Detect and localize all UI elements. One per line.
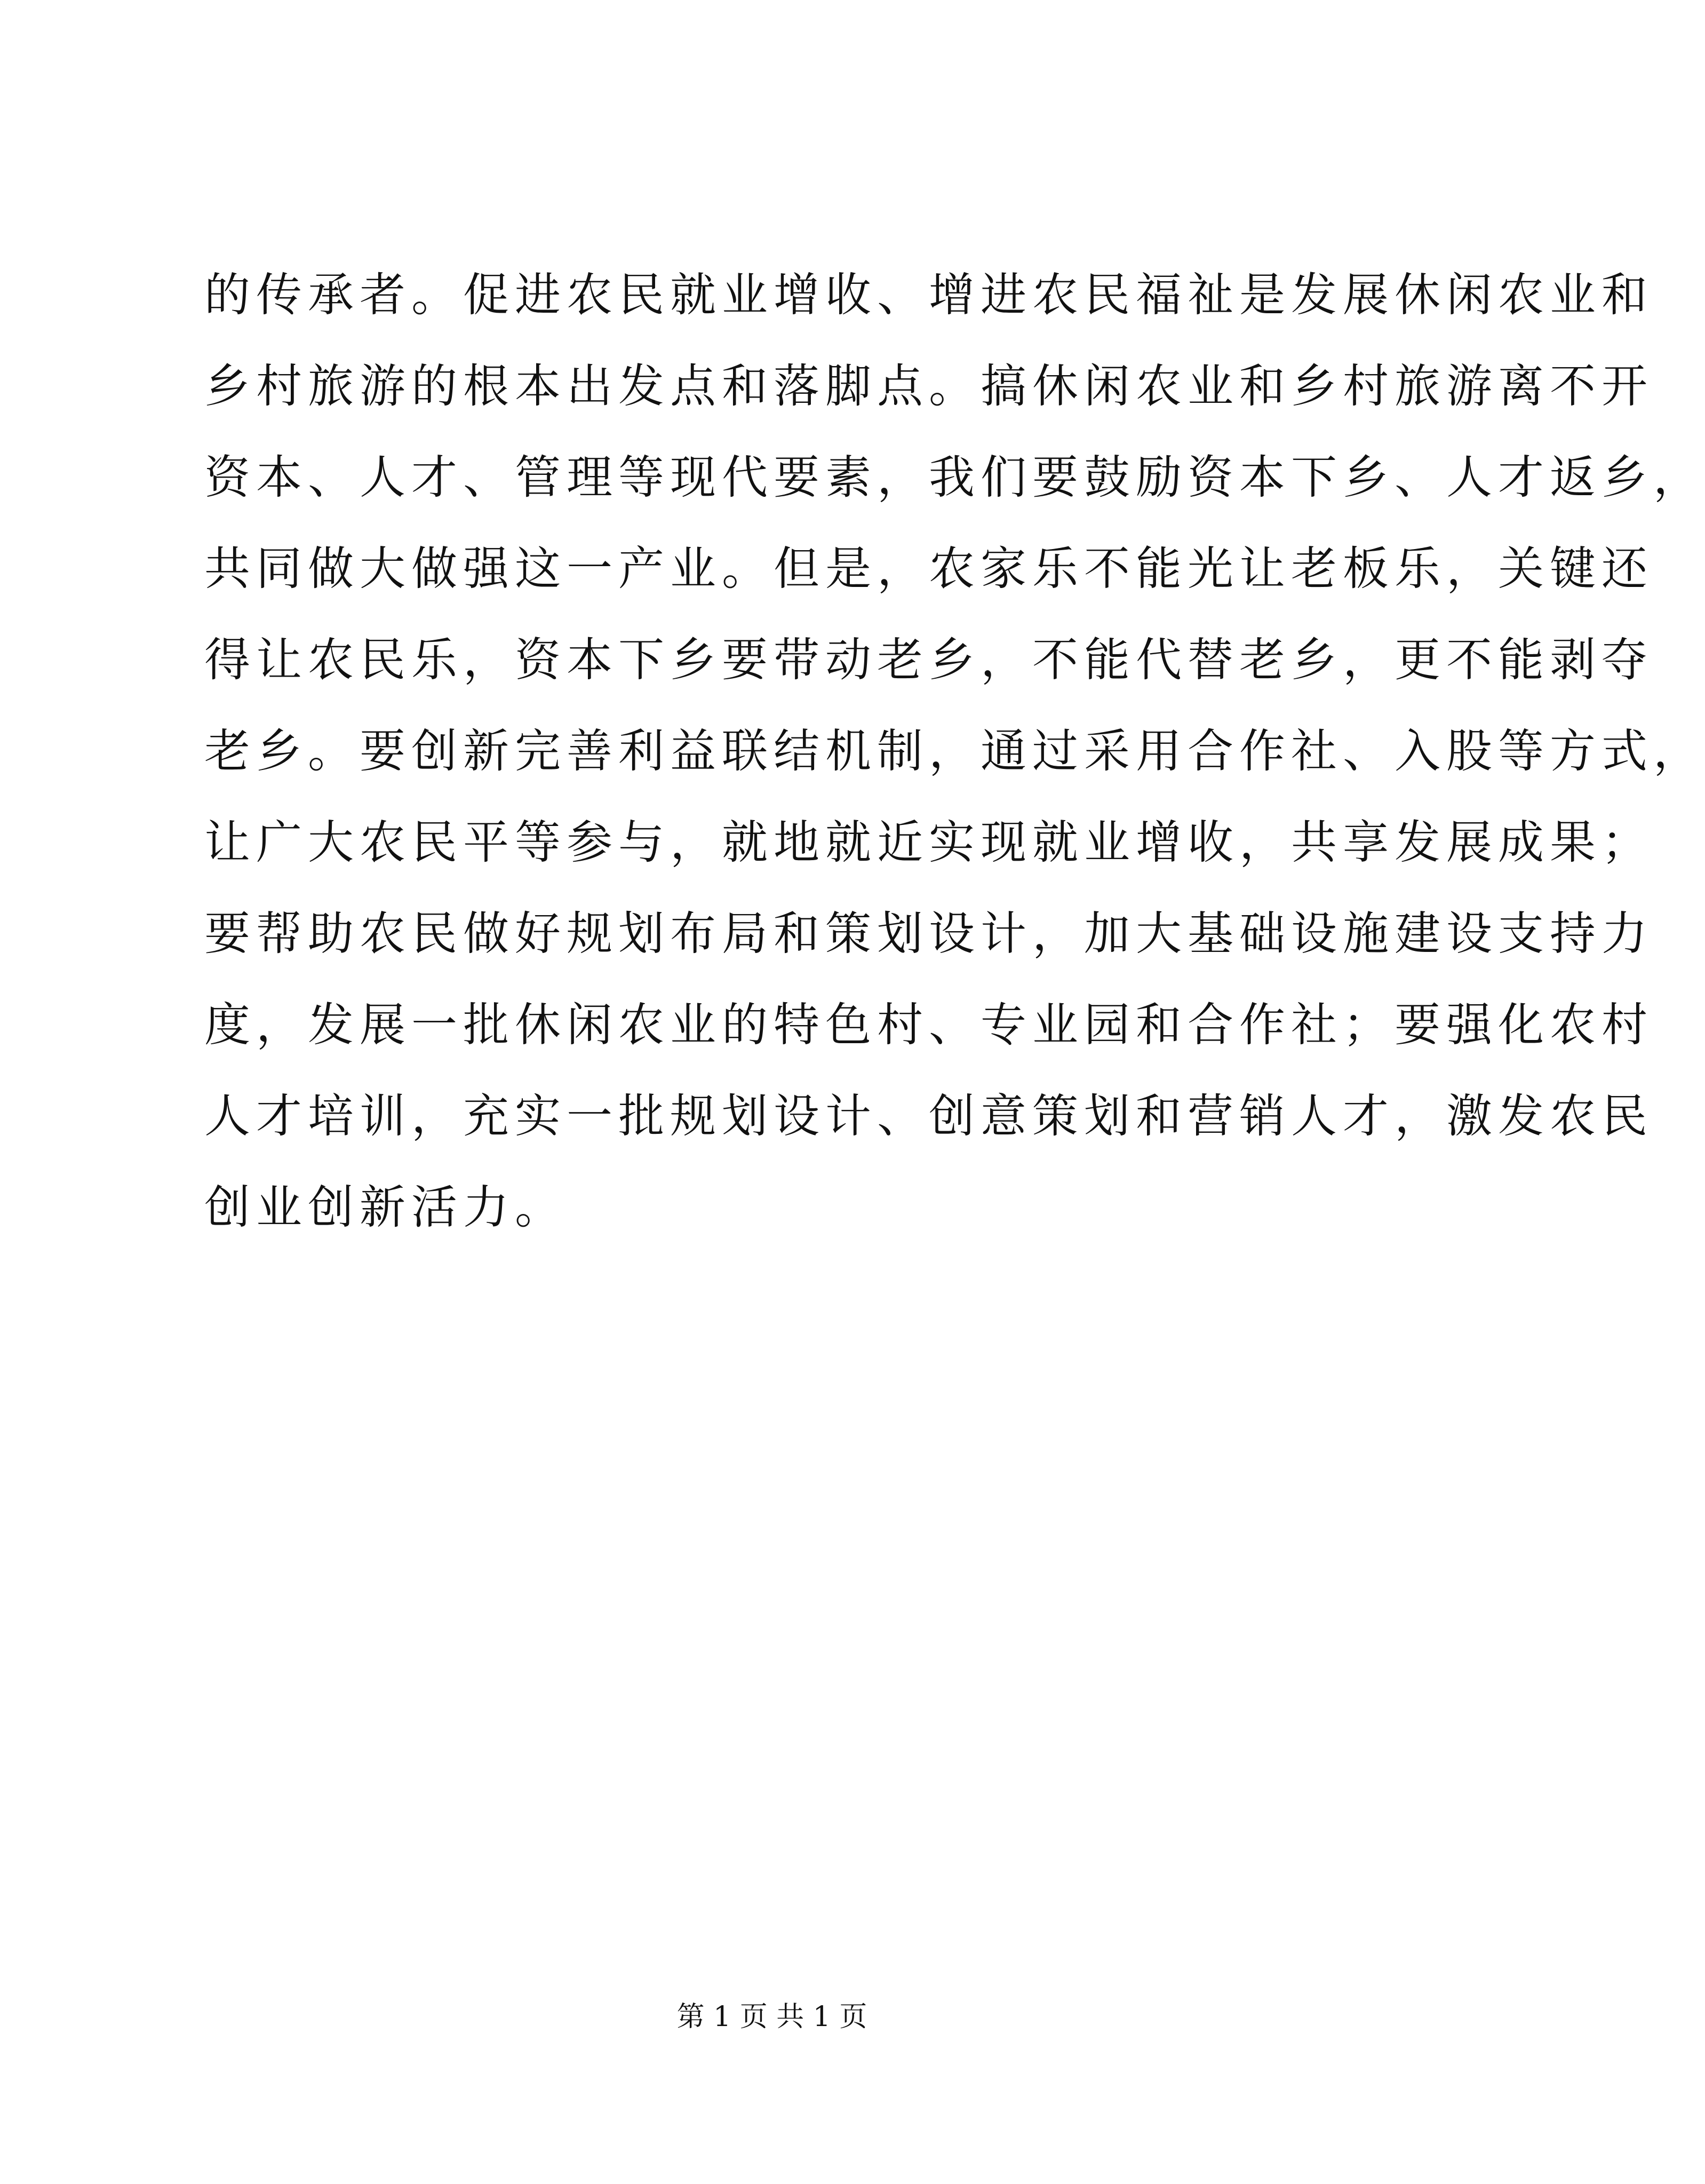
text-line: 的传承者。促进农民就业增收、增进农民福祉是发展休闲农业和 bbox=[204, 268, 1653, 322]
text-line: 老乡。要创新完善利益联结机制，通过采用合作社、入股等方式， bbox=[204, 725, 1705, 778]
text-line: 要帮助农民做好规划布局和策划设计，加大基础设施建设支持力 bbox=[204, 907, 1653, 960]
page-number-label: 第 1 页 共 1 页 bbox=[676, 2001, 867, 2033]
text-line: 共同做大做强这一产业。但是，农家乐不能光让老板乐，关键还 bbox=[204, 542, 1653, 595]
text-line: 让广大农民平等参与，就地就近实现就业增收，共享发展成果； bbox=[204, 816, 1653, 869]
text-line: 乡村旅游的根本出发点和落脚点。搞休闲农业和乡村旅游离不开 bbox=[204, 360, 1653, 413]
text-line: 人才培训，充实一批规划设计、创意策划和营销人才，激发农民 bbox=[204, 1090, 1653, 1143]
body-paragraph bbox=[204, 250, 1705, 1253]
text-line: 资本、人才、管理等现代要素，我们要鼓励资本下乡、人才返乡， bbox=[204, 451, 1705, 504]
text-line: 创业创新活力。 bbox=[204, 1181, 567, 1234]
page-footer bbox=[0, 1998, 1544, 2036]
text-line: 得让农民乐，资本下乡要带动老乡，不能代替老乡，更不能剥夺 bbox=[204, 633, 1653, 687]
text-line: 度，发展一批休闲农业的特色村、专业园和合作社；要强化农村 bbox=[204, 998, 1653, 1052]
